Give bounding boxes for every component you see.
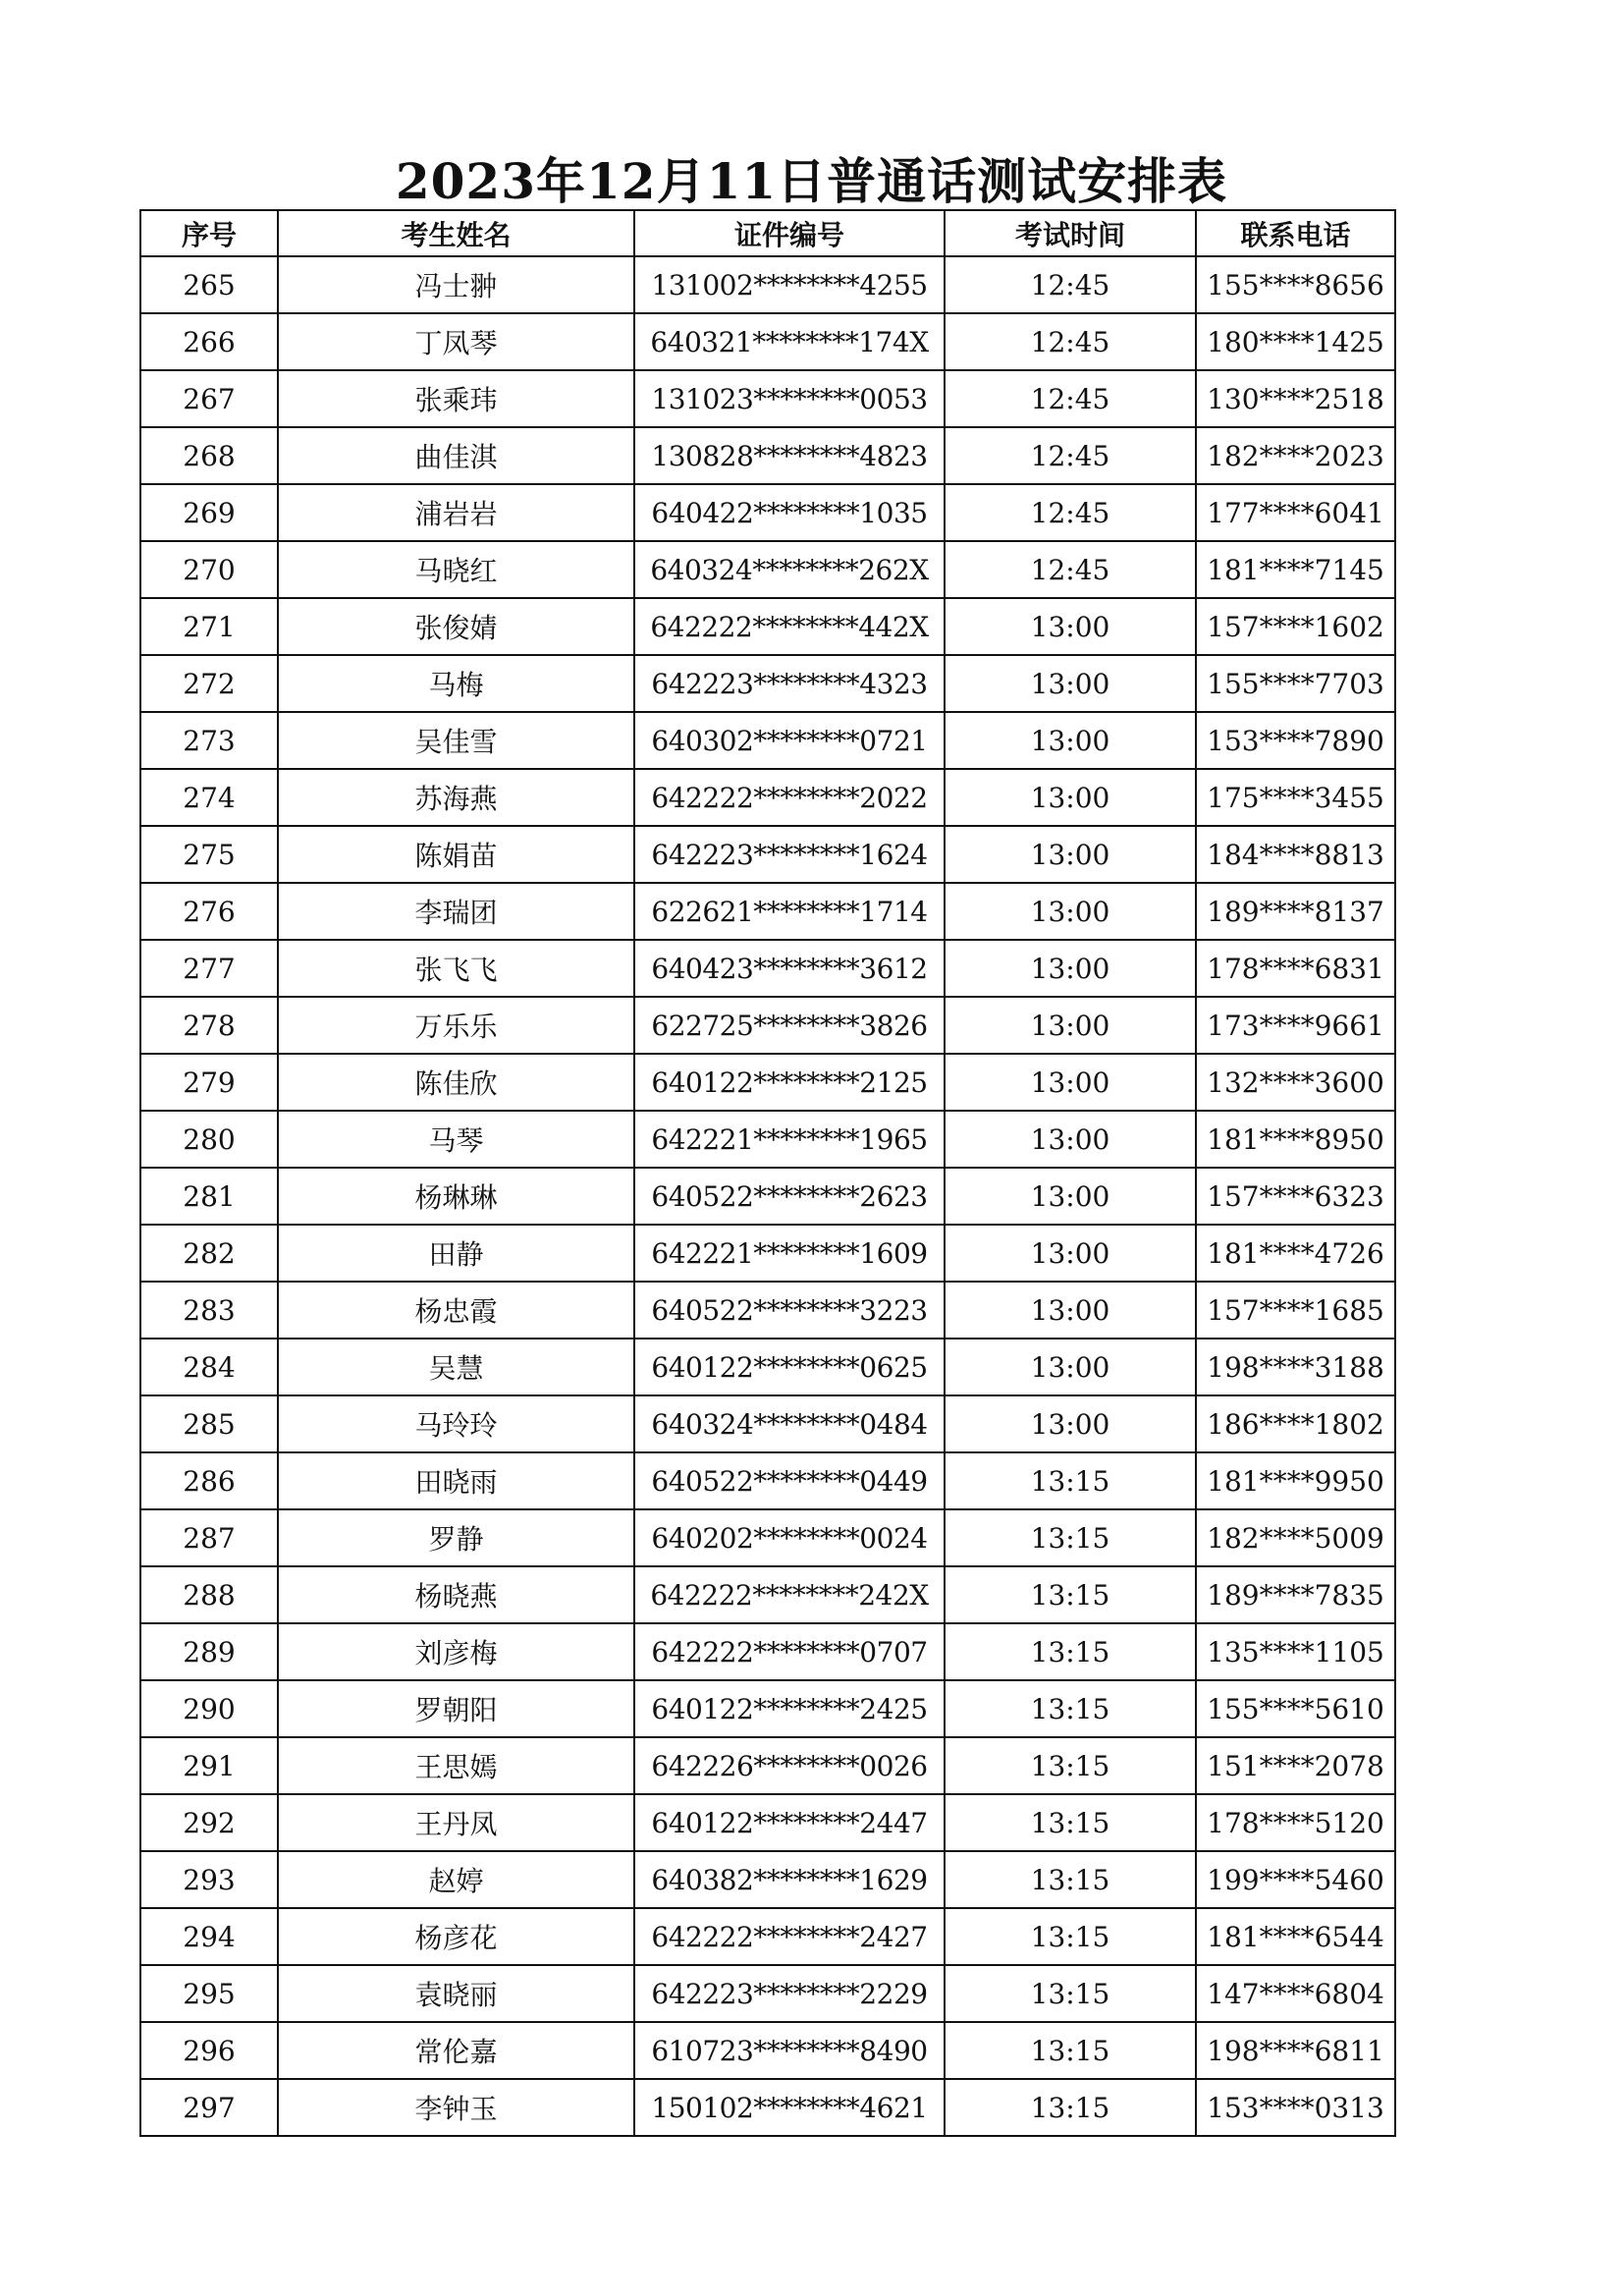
cell-exam-time: 13:00 [945, 1168, 1196, 1225]
cell-name: 浦岩岩 [278, 484, 634, 541]
cell-phone: 182****5009 [1196, 1509, 1395, 1566]
header-id-number: 证件编号 [634, 210, 945, 256]
cell-phone: 178****5120 [1196, 1794, 1395, 1851]
table-row [140, 826, 1395, 883]
cell-phone: 177****6041 [1196, 484, 1395, 541]
cell-seq: 269 [140, 484, 278, 541]
table-row [140, 1282, 1395, 1339]
cell-name: 吴慧 [278, 1339, 634, 1395]
table-row [140, 1908, 1395, 1965]
cell-exam-time: 13:00 [945, 1282, 1196, 1339]
cell-id-number: 130828********4823 [634, 427, 945, 484]
cell-id-number: 640382********1629 [634, 1851, 945, 1908]
cell-exam-time: 13:15 [945, 1737, 1196, 1794]
cell-exam-time: 13:15 [945, 1623, 1196, 1680]
cell-id-number: 642221********1965 [634, 1111, 945, 1168]
cell-id-number: 640321********174X [634, 313, 945, 370]
cell-id-number: 640324********0484 [634, 1395, 945, 1452]
cell-phone: 155****8656 [1196, 256, 1395, 313]
cell-name: 张乘玮 [278, 370, 634, 427]
cell-seq: 292 [140, 1794, 278, 1851]
table-row [140, 883, 1395, 940]
cell-name: 马梅 [278, 655, 634, 712]
table-header-row [140, 210, 1395, 256]
table-row [140, 370, 1395, 427]
cell-name: 冯士翀 [278, 256, 634, 313]
cell-id-number: 640122********2125 [634, 1054, 945, 1111]
table-row [140, 484, 1395, 541]
cell-exam-time: 13:00 [945, 940, 1196, 997]
cell-exam-time: 13:15 [945, 1680, 1196, 1737]
cell-exam-time: 13:15 [945, 1452, 1196, 1509]
cell-phone: 199****5460 [1196, 1851, 1395, 1908]
cell-seq: 288 [140, 1566, 278, 1623]
table-row [140, 2079, 1395, 2136]
table-row [140, 1623, 1395, 1680]
cell-exam-time: 13:15 [945, 1566, 1196, 1623]
cell-name: 苏海燕 [278, 769, 634, 826]
cell-seq: 268 [140, 427, 278, 484]
cell-id-number: 640122********2447 [634, 1794, 945, 1851]
cell-phone: 189****7835 [1196, 1566, 1395, 1623]
header-exam-time: 考试时间 [945, 210, 1196, 256]
cell-phone: 157****1685 [1196, 1282, 1395, 1339]
table-row [140, 1680, 1395, 1737]
cell-id-number: 642226********0026 [634, 1737, 945, 1794]
cell-id-number: 642222********242X [634, 1566, 945, 1623]
cell-name: 马玲玲 [278, 1395, 634, 1452]
cell-phone: 182****2023 [1196, 427, 1395, 484]
cell-exam-time: 13:00 [945, 769, 1196, 826]
cell-exam-time: 13:00 [945, 997, 1196, 1054]
cell-exam-time: 13:15 [945, 1794, 1196, 1851]
cell-seq: 265 [140, 256, 278, 313]
cell-name: 丁凤琴 [278, 313, 634, 370]
cell-exam-time: 13:15 [945, 1965, 1196, 2022]
cell-id-number: 640202********0024 [634, 1509, 945, 1566]
header-phone: 联系电话 [1196, 210, 1395, 256]
cell-exam-time: 13:15 [945, 1509, 1196, 1566]
cell-phone: 181****8950 [1196, 1111, 1395, 1168]
cell-name: 杨忠霞 [278, 1282, 634, 1339]
cell-name: 王思嫣 [278, 1737, 634, 1794]
cell-name: 刘彦梅 [278, 1623, 634, 1680]
table-row [140, 1509, 1395, 1566]
cell-phone: 189****8137 [1196, 883, 1395, 940]
cell-seq: 279 [140, 1054, 278, 1111]
cell-exam-time: 13:15 [945, 2022, 1196, 2079]
header-seq: 序号 [140, 210, 278, 256]
cell-seq: 289 [140, 1623, 278, 1680]
cell-seq: 284 [140, 1339, 278, 1395]
table-row [140, 256, 1395, 313]
cell-id-number: 131002********4255 [634, 256, 945, 313]
cell-seq: 293 [140, 1851, 278, 1908]
cell-id-number: 642222********0707 [634, 1623, 945, 1680]
cell-name: 万乐乐 [278, 997, 634, 1054]
cell-seq: 291 [140, 1737, 278, 1794]
table-row [140, 1168, 1395, 1225]
cell-seq: 280 [140, 1111, 278, 1168]
table-row [140, 1566, 1395, 1623]
cell-phone: 175****3455 [1196, 769, 1395, 826]
cell-seq: 287 [140, 1509, 278, 1566]
table-row [140, 541, 1395, 598]
cell-seq: 273 [140, 712, 278, 769]
cell-exam-time: 13:00 [945, 655, 1196, 712]
table-row [140, 769, 1395, 826]
cell-seq: 290 [140, 1680, 278, 1737]
cell-id-number: 640522********0449 [634, 1452, 945, 1509]
cell-seq: 266 [140, 313, 278, 370]
cell-exam-time: 12:45 [945, 541, 1196, 598]
cell-phone: 198****3188 [1196, 1339, 1395, 1395]
table-row [140, 313, 1395, 370]
cell-seq: 283 [140, 1282, 278, 1339]
cell-seq: 271 [140, 598, 278, 655]
cell-id-number: 642222********442X [634, 598, 945, 655]
cell-phone: 155****7703 [1196, 655, 1395, 712]
table-row [140, 1452, 1395, 1509]
cell-exam-time: 13:15 [945, 2079, 1196, 2136]
cell-name: 李瑞团 [278, 883, 634, 940]
cell-exam-time: 13:00 [945, 826, 1196, 883]
cell-exam-time: 13:00 [945, 598, 1196, 655]
cell-seq: 272 [140, 655, 278, 712]
table-row [140, 940, 1395, 997]
cell-id-number: 642222********2022 [634, 769, 945, 826]
cell-exam-time: 12:45 [945, 313, 1196, 370]
cell-phone: 181****6544 [1196, 1908, 1395, 1965]
cell-phone: 181****7145 [1196, 541, 1395, 598]
cell-phone: 151****2078 [1196, 1737, 1395, 1794]
cell-phone: 153****7890 [1196, 712, 1395, 769]
cell-id-number: 640324********262X [634, 541, 945, 598]
cell-seq: 276 [140, 883, 278, 940]
table-row [140, 997, 1395, 1054]
cell-exam-time: 13:00 [945, 1111, 1196, 1168]
cell-name: 李钟玉 [278, 2079, 634, 2136]
cell-name: 常伦嘉 [278, 2022, 634, 2079]
cell-id-number: 622621********1714 [634, 883, 945, 940]
cell-exam-time: 12:45 [945, 427, 1196, 484]
table-body [140, 256, 1395, 2136]
cell-id-number: 640122********0625 [634, 1339, 945, 1395]
cell-phone: 181****9950 [1196, 1452, 1395, 1509]
cell-phone: 130****2518 [1196, 370, 1395, 427]
cell-id-number: 640302********0721 [634, 712, 945, 769]
table-row [140, 1794, 1395, 1851]
cell-id-number: 640122********2425 [634, 1680, 945, 1737]
cell-exam-time: 13:15 [945, 1851, 1196, 1908]
cell-seq: 277 [140, 940, 278, 997]
cell-id-number: 640422********1035 [634, 484, 945, 541]
cell-name: 罗静 [278, 1509, 634, 1566]
cell-phone: 178****6831 [1196, 940, 1395, 997]
cell-seq: 281 [140, 1168, 278, 1225]
table-row [140, 1225, 1395, 1282]
table-row [140, 427, 1395, 484]
cell-seq: 297 [140, 2079, 278, 2136]
cell-phone: 135****1105 [1196, 1623, 1395, 1680]
cell-name: 袁晓丽 [278, 1965, 634, 2022]
header-name: 考生姓名 [278, 210, 634, 256]
cell-phone: 184****8813 [1196, 826, 1395, 883]
cell-exam-time: 12:45 [945, 256, 1196, 313]
cell-seq: 274 [140, 769, 278, 826]
table-row [140, 1054, 1395, 1111]
page-title: 2023年12月11日普通话测试安排表 [395, 152, 1228, 210]
table-row [140, 1339, 1395, 1395]
table-row [140, 1851, 1395, 1908]
table-row [140, 1737, 1395, 1794]
cell-id-number: 642223********2229 [634, 1965, 945, 2022]
table-row [140, 1111, 1395, 1168]
cell-phone: 173****9661 [1196, 997, 1395, 1054]
cell-phone: 157****6323 [1196, 1168, 1395, 1225]
cell-name: 杨琳琳 [278, 1168, 634, 1225]
table-row [140, 2022, 1395, 2079]
cell-phone: 147****6804 [1196, 1965, 1395, 2022]
cell-seq: 267 [140, 370, 278, 427]
cell-id-number: 642221********1609 [634, 1225, 945, 1282]
cell-name: 杨彦花 [278, 1908, 634, 1965]
cell-name: 罗朝阳 [278, 1680, 634, 1737]
table-row [140, 712, 1395, 769]
cell-seq: 278 [140, 997, 278, 1054]
cell-id-number: 642222********2427 [634, 1908, 945, 1965]
schedule-table [139, 209, 1396, 2137]
cell-phone: 153****0313 [1196, 2079, 1395, 2136]
cell-id-number: 642223********4323 [634, 655, 945, 712]
cell-id-number: 640522********3223 [634, 1282, 945, 1339]
cell-name: 陈娟苗 [278, 826, 634, 883]
cell-exam-time: 13:15 [945, 1908, 1196, 1965]
cell-exam-time: 13:00 [945, 712, 1196, 769]
cell-exam-time: 12:45 [945, 370, 1196, 427]
cell-seq: 296 [140, 2022, 278, 2079]
cell-name: 杨晓燕 [278, 1566, 634, 1623]
cell-name: 田静 [278, 1225, 634, 1282]
cell-id-number: 622725********3826 [634, 997, 945, 1054]
cell-phone: 132****3600 [1196, 1054, 1395, 1111]
cell-phone: 180****1425 [1196, 313, 1395, 370]
cell-id-number: 642223********1624 [634, 826, 945, 883]
cell-seq: 270 [140, 541, 278, 598]
cell-seq: 295 [140, 1965, 278, 2022]
cell-name: 赵婷 [278, 1851, 634, 1908]
cell-exam-time: 13:00 [945, 1339, 1196, 1395]
cell-name: 王丹凤 [278, 1794, 634, 1851]
cell-exam-time: 12:45 [945, 484, 1196, 541]
cell-exam-time: 13:00 [945, 1395, 1196, 1452]
cell-name: 马晓红 [278, 541, 634, 598]
cell-phone: 181****4726 [1196, 1225, 1395, 1282]
cell-name: 张俊婧 [278, 598, 634, 655]
cell-name: 田晓雨 [278, 1452, 634, 1509]
cell-phone: 198****6811 [1196, 2022, 1395, 2079]
cell-name: 马琴 [278, 1111, 634, 1168]
cell-exam-time: 13:00 [945, 883, 1196, 940]
cell-name: 陈佳欣 [278, 1054, 634, 1111]
cell-seq: 285 [140, 1395, 278, 1452]
cell-phone: 157****1602 [1196, 598, 1395, 655]
cell-seq: 294 [140, 1908, 278, 1965]
cell-seq: 282 [140, 1225, 278, 1282]
cell-id-number: 610723********8490 [634, 2022, 945, 2079]
cell-seq: 275 [140, 826, 278, 883]
cell-name: 吴佳雪 [278, 712, 634, 769]
table-row [140, 1965, 1395, 2022]
table-row [140, 1395, 1395, 1452]
cell-name: 张飞飞 [278, 940, 634, 997]
table-row [140, 655, 1395, 712]
cell-name: 曲佳淇 [278, 427, 634, 484]
cell-id-number: 150102********4621 [634, 2079, 945, 2136]
cell-exam-time: 13:00 [945, 1054, 1196, 1111]
table-row [140, 598, 1395, 655]
cell-id-number: 640423********3612 [634, 940, 945, 997]
cell-phone: 186****1802 [1196, 1395, 1395, 1452]
cell-phone: 155****5610 [1196, 1680, 1395, 1737]
cell-exam-time: 13:00 [945, 1225, 1196, 1282]
cell-id-number: 640522********2623 [634, 1168, 945, 1225]
cell-id-number: 131023********0053 [634, 370, 945, 427]
cell-seq: 286 [140, 1452, 278, 1509]
